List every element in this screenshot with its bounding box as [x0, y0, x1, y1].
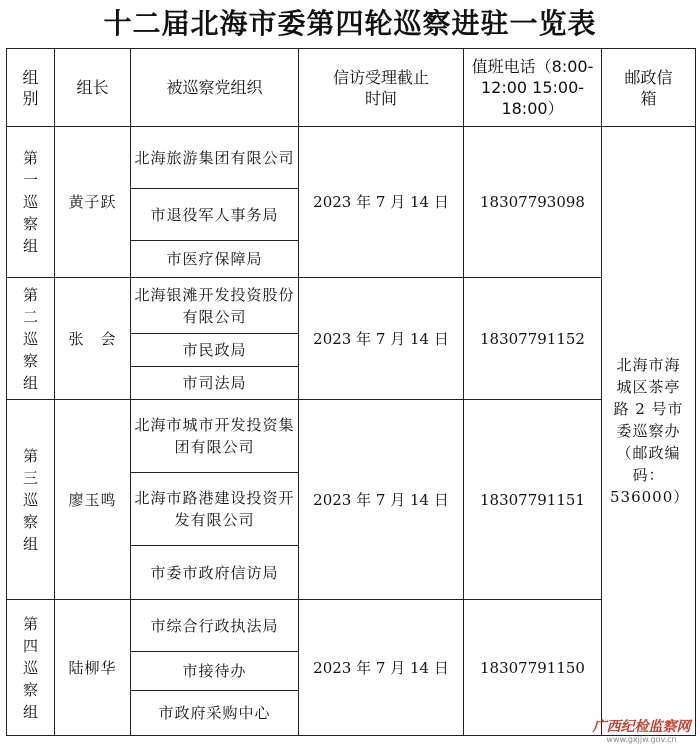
inspected-org: 市民政局: [131, 334, 299, 367]
duty-phone: 18307791150: [464, 600, 602, 736]
duty-phone: 18307791151: [464, 400, 602, 600]
table-row: [7, 600, 696, 652]
inspected-org: 北海市路港建设投资开发有限公司: [131, 473, 299, 546]
group-name: 第二巡察组: [7, 278, 55, 400]
deadline-date: 2023 年 7 月 14 日: [299, 600, 464, 736]
group-leader: 张 会: [55, 278, 131, 400]
group-leader: 黄子跃: [55, 127, 131, 278]
mailbox-address: 北海市海城区茶亭路 2 号市委巡察办（邮政编码：536000）: [602, 127, 696, 736]
header-orgs: 被巡察党组织: [131, 49, 299, 127]
inspected-org: 北海市城市开发投资集团有限公司: [131, 400, 299, 473]
duty-phone: 18307791152: [464, 278, 602, 400]
group-name: 第三巡察组: [7, 400, 55, 600]
header-group: 组别: [7, 49, 55, 127]
header-mailbox: 邮政信箱: [602, 49, 696, 127]
group-leader: 廖玉鸣: [55, 400, 131, 600]
inspected-org: 市接待办: [131, 652, 299, 691]
header-row: [7, 49, 696, 127]
watermark-url: www.gxjjw.gov.cn: [606, 735, 677, 744]
table-row: [7, 127, 696, 189]
inspected-org: 市委市政府信访局: [131, 546, 299, 600]
group-leader: 陆柳华: [55, 600, 131, 736]
watermark-logo-text: 广西纪检监察网: [592, 719, 691, 735]
inspected-org: 市司法局: [131, 367, 299, 400]
group-name: 第四巡察组: [7, 600, 55, 736]
deadline-date: 2023 年 7 月 14 日: [299, 278, 464, 400]
table-row: [7, 400, 696, 473]
inspected-org: 市医疗保障局: [131, 241, 299, 278]
inspected-org: 北海旅游集团有限公司: [131, 127, 299, 189]
site-watermark: [589, 719, 694, 744]
duty-phone: 18307793098: [464, 127, 602, 278]
inspected-org: 市综合行政执法局: [131, 600, 299, 652]
inspected-org: 北海银滩开发投资股份有限公司: [131, 278, 299, 334]
header-leader: 组长: [55, 49, 131, 127]
table-row: [7, 278, 696, 334]
header-phone: 值班电话（8:00-12:00 15:00-18:00）: [464, 49, 602, 127]
page-title: 十二届北海市委第四轮巡察进驻一览表: [103, 7, 597, 40]
inspected-org: 市退役军人事务局: [131, 189, 299, 241]
group-name: 第一巡察组: [7, 127, 55, 278]
deadline-date: 2023 年 7 月 14 日: [299, 400, 464, 600]
deadline-date: 2023 年 7 月 14 日: [299, 127, 464, 278]
roster-table: [6, 48, 696, 736]
header-deadline: 信访受理截止时间: [299, 49, 464, 127]
inspected-org: 市政府采购中心: [131, 691, 299, 736]
